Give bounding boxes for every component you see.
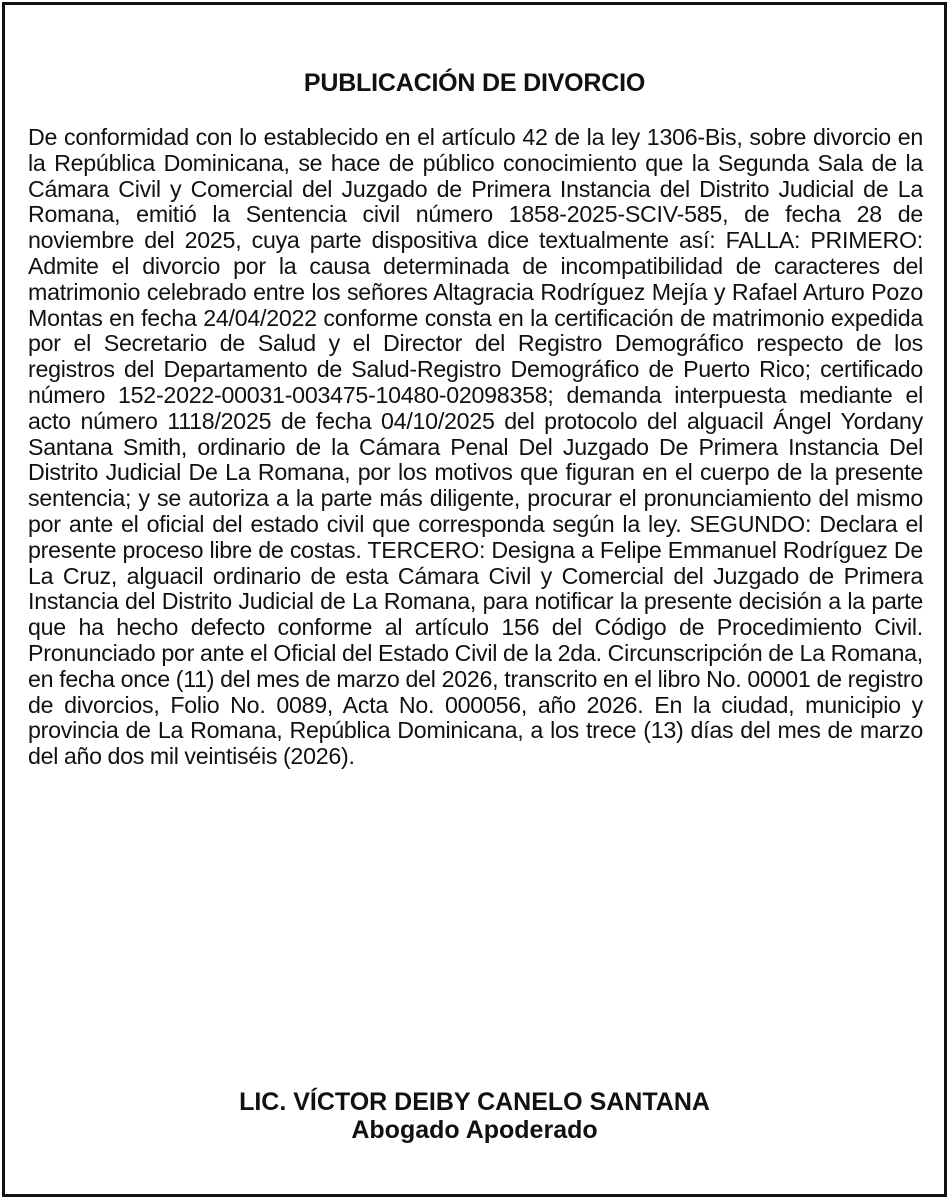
signature-role: Abogado Apoderado: [351, 1116, 598, 1144]
notice-border: [2, 2, 947, 1197]
notice-body: De conformidad con lo establecido en el artículo 42 de la ley 1306-Bis, sobre divorcio en la República Dominicana, se hace de público conocimiento que la Segunda Sala de la Cámara Civil y Comercial del Juzgado de Primera Instancia del Distrito Judicial de La Romana, emitió la Sentencia civil número 1858-2025-SCIV-585, de fecha 28 de noviembre del 2025, cuya parte dispositiva dice textualmente así: FALLA: PRIMERO: Admite el divorcio por la causa determinada de incompatibilidad de caracteres del matrimonio celebrado entre los señores Altagracia Rodríguez Mejía y Rafael Arturo Pozo Montas en fecha 24/04/2022 conforme consta en la certificación de matrimonio expedida por el Secretario de Salud y el Director del Registro Demográfico respecto de los registros del Departamento de Salud-Registro Demográfico de Puerto Rico; certificado número 152-2022-00031-003475-10480-02098358; demanda interpuesta mediante el acto número 1118/2025 de fecha 04/10/2025 del protocolo del alguacil Ángel Yordany Santana Smith, ordinario de la Cámara Penal Del Juzgado De Primera Instancia Del Distrito Judicial De La Romana, por los motivos que figuran en el cuerpo de la presente sentencia; y se autoriza a la parte más diligente, procurar el pronunciamiento del mismo por ante el oficial del estado civil que corresponda según la ley. SEGUNDO: Declara el presente proceso libre de costas. TERCERO: Designa a Felipe Emmanuel Rodríguez De La Cruz, alguacil ordinario de esta Cámara Civil y Comercial del Juzgado de Primera Instancia del Distrito Judicial de La Romana, para notificar la presente decisión a la parte que ha hecho defecto conforme al artículo 156 del Código de Procedimiento Civil. Pronunciado por ante el Oficial del Estado Civil de la 2da. Circunscripción de La Romana, en fecha once (11) del mes de marzo del 2026, transcrito en el libro No. 00001 de registro de divorcios, Folio No. 0089, Acta No. 000056, año 2026. En la ciudad, municipio y provincia de La Romana, República Dominicana, a los trece (13) días del mes de marzo del año dos mil veintiséis (2026).: [28, 124, 923, 770]
notice-title: PUBLICACIÓN DE DIVORCIO: [303, 69, 646, 97]
signature-name: LIC. VÍCTOR DEIBY CANELO SANTANA: [239, 1088, 710, 1116]
